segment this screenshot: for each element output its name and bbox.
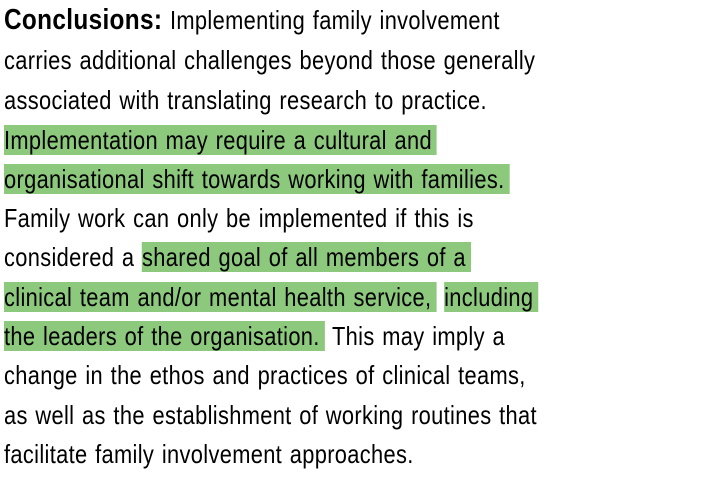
text-line: [4, 317, 505, 355]
highlighted-text: shared goal of all members of a: [142, 242, 471, 272]
text-line: [4, 238, 471, 276]
highlighted-text: clinical team and/or mental health service,: [4, 282, 436, 312]
text-line: change in the ethos and practices of clinical teams,: [4, 360, 526, 390]
text-line: [4, 278, 538, 316]
text-line: associated with translating research to practice.: [4, 85, 487, 115]
text-segment: considered a: [4, 242, 143, 272]
text-segment: Implementing family involvement: [169, 5, 500, 35]
text-line: [4, 121, 437, 159]
text-line: Family work can only be implemented if this is: [4, 203, 474, 233]
text-line: [4, 160, 510, 198]
highlighted-text: the leaders of the organisation.: [4, 321, 325, 351]
text-segment: This may imply a: [332, 321, 506, 351]
highlighted-text: organisational shift towards working with families.: [4, 164, 510, 194]
text-line: [4, 1, 500, 39]
text-line: as well as the establishment of working routines that: [4, 400, 537, 430]
text-line: facilitate family involvement approaches.: [4, 439, 414, 469]
text-line: carries additional challenges beyond those generally: [4, 45, 536, 75]
highlighted-text: including: [444, 282, 538, 312]
section-label: Conclusions:: [4, 4, 163, 36]
highlighted-text: Implementation may require a cultural and: [4, 125, 437, 155]
